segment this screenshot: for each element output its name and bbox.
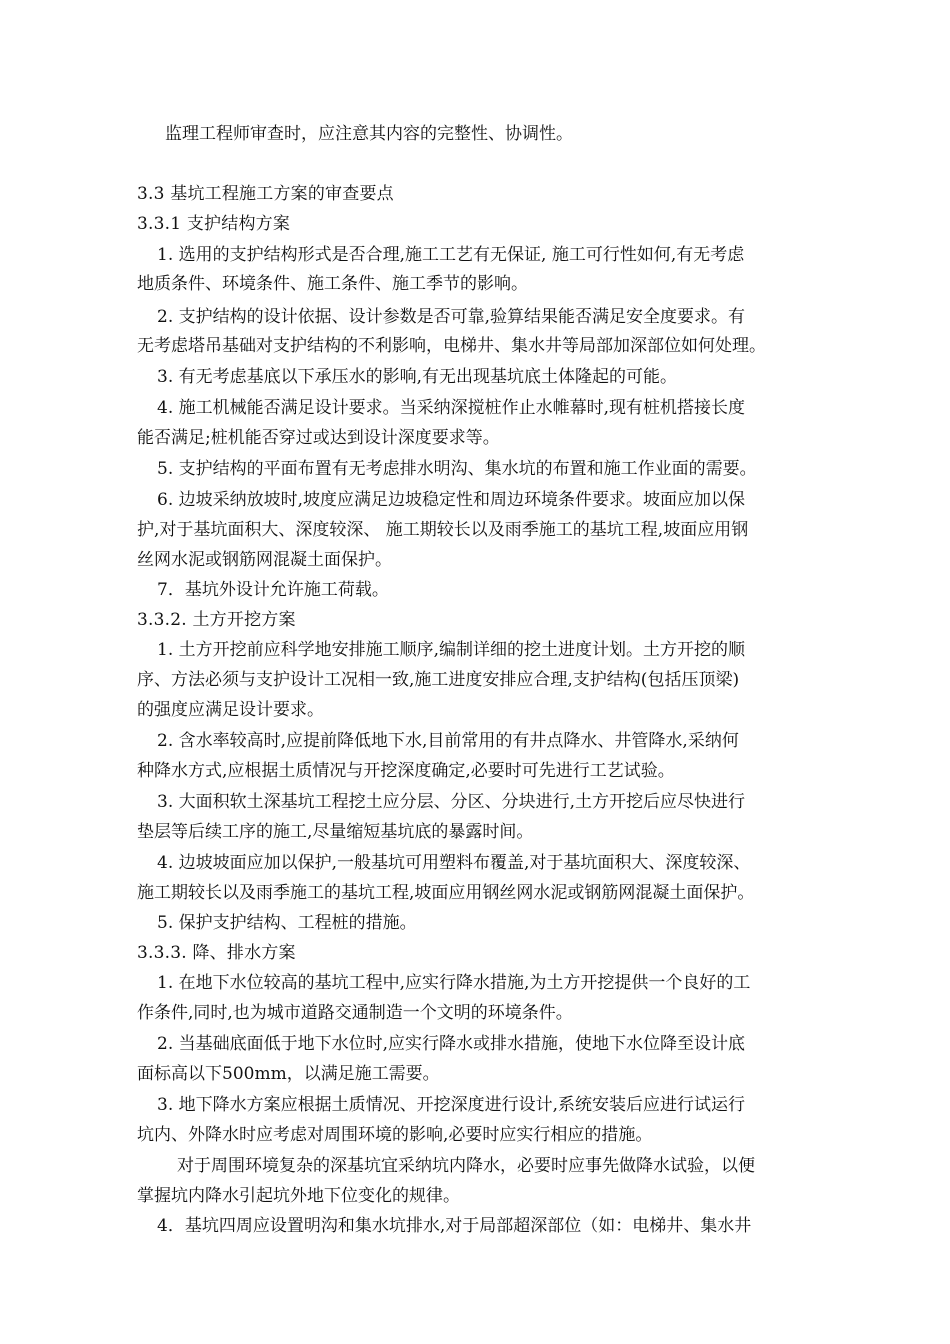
list-item: 4. 边坡坡面应加以保护,一般基坑可用塑料布覆盖,对于基坑面积大、深度较深、 (157, 853, 751, 873)
list-item: 1. 在地下水位较高的基坑工程中,应实行降水措施,为土方开挖提供一个良好的工 (157, 973, 751, 993)
paragraph-line: 监理工程师审查时，应注意其内容的完整性、协调性。 (165, 124, 573, 144)
paragraph-line: 施工期较长以及雨季施工的基坑工程,坡面应用钢丝网水泥或钢筋网混凝土面保护。 (137, 883, 755, 903)
paragraph-line: 面标高以下500mm，以满足施工需要。 (137, 1064, 440, 1084)
paragraph-line: 能否满足;桩机能否穿过或达到设计深度要求等。 (137, 428, 500, 448)
list-item: 2. 当基础底面低于地下水位时,应实行降水或排水措施，使地下水位降至设计底 (157, 1034, 746, 1054)
list-item: 4．基坑四周应设置明沟和集水坑排水,对于局部超深部位（如：电梯井、集水井 (157, 1216, 752, 1236)
paragraph-line: 无考虑塔吊基础对支护结构的不利影响，电梯井、集水井等局部加深部位如何处理。 (137, 336, 766, 356)
paragraph-line: 护,对于基坑面积大、深度较深、 施工期较长以及雨季施工的基坑工程,坡面应用钢 (137, 520, 749, 540)
list-item: 7．基坑外设计允许施工荷载。 (157, 580, 389, 600)
paragraph-line: 对于周围环境复杂的深基坑宜采纳坑内降水，必要时应事先做降水试验，以便 (177, 1156, 755, 1176)
list-item: 5. 保护支护结构、工程桩的措施。 (157, 913, 417, 933)
paragraph-line: 序、方法必须与支护设计工况相一致,施工进度安排应合理,支护结构(包括压顶梁) (137, 670, 740, 690)
list-item: 3. 大面积软土深基坑工程挖土应分层、分区、分块进行,土方开挖后应尽快进行 (157, 792, 746, 812)
paragraph-line: 的强度应满足设计要求。 (137, 700, 324, 720)
subsection-heading: 3.3.1 支护结构方案 (137, 214, 291, 234)
list-item: 4. 施工机械能否满足设计要求。当采纳深搅桩作止水帷幕时,现有桩机搭接长度 (157, 398, 746, 418)
list-item: 3. 地下降水方案应根据土质情况、开挖深度进行设计,系统安装后应进行试运行 (157, 1095, 746, 1115)
list-item: 2. 含水率较高时,应提前降低地下水,目前常用的有井点降水、井管降水,采纳何 (157, 731, 739, 751)
subsection-heading: 3.3.3. 降、排水方案 (137, 943, 296, 963)
section-heading: 3.3 基坑工程施工方案的审查要点 (137, 184, 394, 204)
paragraph-line: 垫层等后续工序的施工,尽量缩短基坑底的暴露时间。 (137, 822, 534, 842)
paragraph-line: 丝网水泥或钢筋网混凝土面保护。 (137, 550, 392, 570)
list-item: 3. 有无考虑基底以下承压水的影响,有无出现基坑底土体隆起的可能。 (157, 367, 678, 387)
paragraph-line: 地质条件、环境条件、施工条件、施工季节的影响。 (137, 274, 528, 294)
paragraph-line: 掌握坑内降水引起坑外地下位变化的规律。 (137, 1186, 460, 1206)
paragraph-line: 种降水方式,应根据土质情况与开挖深度确定,必要时可先进行工艺试验。 (137, 761, 675, 781)
paragraph-line: 坑内、外降水时应考虑对周围环境的影响,必要时应实行相应的措施。 (137, 1125, 653, 1145)
paragraph-line: 作条件,同时,也为城市道路交通制造一个文明的环境条件。 (137, 1003, 573, 1023)
list-item: 1. 选用的支护结构形式是否合理,施工工艺有无保证, 施工可行性如何,有无考虑 (157, 245, 745, 265)
list-item: 1. 土方开挖前应科学地安排施工顺序,编制详细的挖土进度计划。土方开挖的顺 (157, 640, 746, 660)
subsection-heading: 3.3.2. 土方开挖方案 (137, 610, 296, 630)
list-item: 6. 边坡采纳放坡时,坡度应满足边坡稳定性和周边环境条件要求。坡面应加以保 (157, 490, 746, 510)
list-item: 2. 支护结构的设计依据、设计参数是否可靠,验算结果能否满足安全度要求。有 (157, 307, 746, 327)
list-item: 5. 支护结构的平面布置有无考虑排水明沟、集水坑的布置和施工作业面的需要。 (157, 459, 757, 479)
